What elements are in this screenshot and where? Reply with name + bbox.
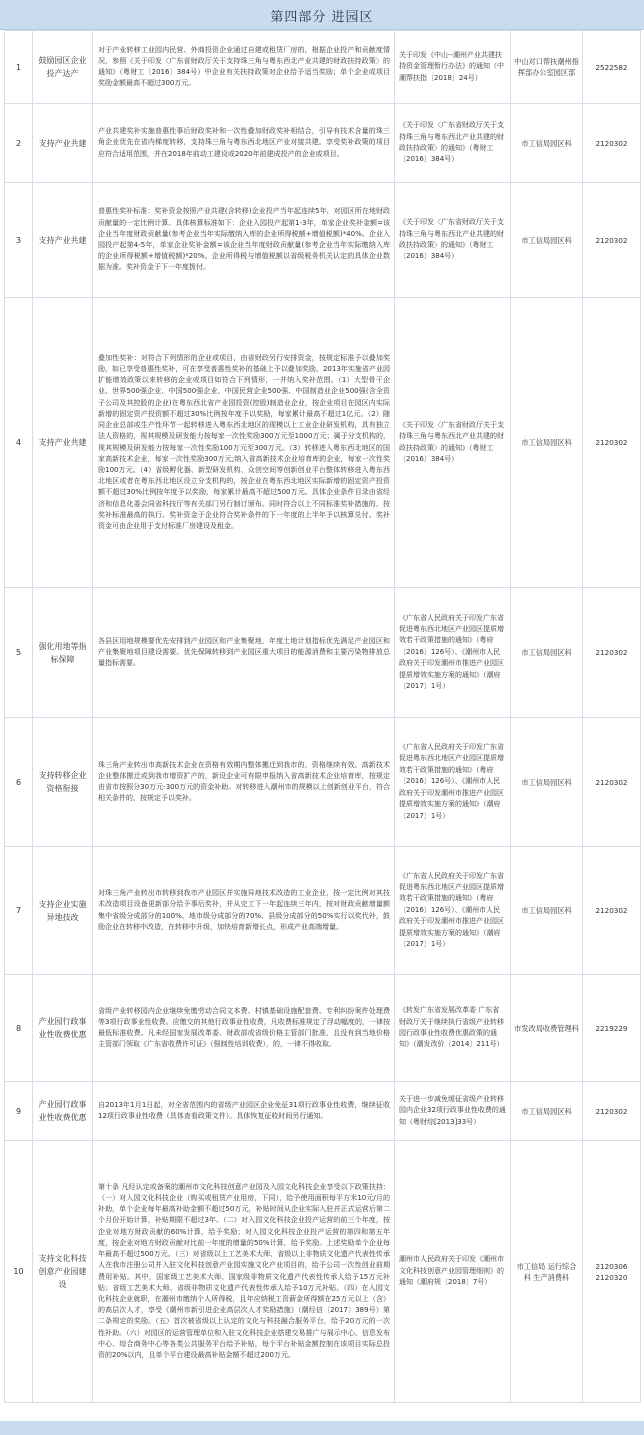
policy-content: 珠三角产业转出市高新技术企业在资格有效期内整体搬迁到我市的，资格继续有效。高新技术企业整体搬迁或到我市增资扩产的，新设企业可有限申报纳入省高新技术企业培育库，按规定由省市按照分30万元-300万元的资金补助。对转移进入潮州市的规模以上创新创业平台，符合相关条件的，按规定予以奖补。 <box>98 760 390 803</box>
policy-basis-cell <box>395 298 511 588</box>
policy-basis-cell <box>395 1082 511 1141</box>
policy-content-cell <box>93 298 395 588</box>
policy-basis-cell <box>395 183 511 298</box>
table-row <box>5 718 641 847</box>
responsible-department: 市工信局 运行综合科 生产消费科 <box>511 1141 583 1403</box>
policy-name: 强化用地等指标保障 <box>33 588 93 718</box>
table-row <box>5 31 641 104</box>
policy-basis: 关于印发《中山--潮州产业共建扶持资金管理暂行办法》的通知（中潮帮扶指〔2018〕24号） <box>399 50 504 82</box>
policy-basis-cell <box>395 975 511 1082</box>
contact-phone: 2120302 <box>583 104 641 183</box>
policy-name: 支持产业共建 <box>33 298 93 588</box>
policy-basis-cell <box>395 104 511 183</box>
contact-phone: 2120302 <box>583 718 641 847</box>
policy-basis-cell <box>395 588 511 718</box>
table-row <box>5 104 641 183</box>
policy-name: 支持产业共建 <box>33 183 93 298</box>
policy-name: 支持企业实施异地技改 <box>33 847 93 975</box>
policy-content: 省级产业转移园内企业继续免缴劳动合同文本费、村镇基础设施配套费、专利纠纷案件处理费等3项行政事业性收费。应缴交的其他行政事业性收费，凡收费标准规定了浮动幅度的，一律按最低标准收费。凡未经国家发展改革委、财政部或省级价格主管部门批准，且没有到当地价格主管部门领取《广东省收费许可证》（强制性培训收费），的，一律不得收取。 <box>98 1006 390 1049</box>
responsible-department: 中山对口帮扶潮州指挥部办公室园区部 <box>511 31 583 104</box>
policy-content-cell <box>93 1082 395 1141</box>
policy-basis: 《广东省人民政府关于印发广东省促进粤东西北地区产业园区提质增效若干政策措施的通知》（粤府〔2016〕126号）、《潮州市人民政府关于印发潮州市推进产业园区提质增效实施方案的通知》（潮府〔2017〕1号） <box>399 871 504 949</box>
policy-name: 支持文化科技创意产业园建设 <box>33 1141 93 1403</box>
contact-phone: 2120306 2120320 <box>583 1141 641 1403</box>
row-number: 5 <box>5 588 33 718</box>
policy-content-cell <box>93 588 395 718</box>
section-header <box>0 0 644 30</box>
responsible-department: 市工信局园区科 <box>511 588 583 718</box>
policy-basis: 关于进一步减免缓征省级产业转移园内企业32项行政事业性收费的通知（粤财综[2013]33号） <box>399 1094 506 1126</box>
row-number: 9 <box>5 1082 33 1141</box>
policy-basis: 《关于印发〈广东省财政厅关于支持珠三角与粤东西北产业共建的财政扶持政策〉的通知》（粤财工〔2016〕384号） <box>399 121 504 164</box>
policy-content-cell <box>93 31 395 104</box>
contact-phone: 2522582 <box>583 31 641 104</box>
policy-basis: 《关于印发〈广东省财政厅关于支持珠三角与粤东西北产业共建的财政扶持政策〉的通知》（粤财工〔2016〕384号） <box>399 218 504 261</box>
policy-content-cell <box>93 847 395 975</box>
footer-strip <box>0 1421 644 1435</box>
contact-phone: 2120302 <box>583 1082 641 1141</box>
responsible-department: 市工信局园区科 <box>511 847 583 975</box>
row-number: 10 <box>5 1141 33 1403</box>
row-number: 2 <box>5 104 33 183</box>
contact-phone: 2120302 <box>583 847 641 975</box>
policy-content-cell <box>93 1141 395 1403</box>
table-row <box>5 1141 641 1403</box>
policy-basis: 《广东省人民政府关于印发广东省促进粤东西北地区产业园区提质增效若干政策措施的通知》（粤府〔2016〕126号）、《潮州市人民政府关于印发潮州市推进产业园区提质增效实施方案的通知》（潮府〔2017〕1号） <box>399 743 504 820</box>
responsible-department: 市工信局园区科 <box>511 183 583 298</box>
policy-content-cell <box>93 183 395 298</box>
policy-content: 对于产业转移工业园内民营、外商投资企业通过自建或租赁厂房的，根据企业投产和贡献度情况，参照《关于印发〈广东省财政厅关于支持珠三角与粤东西北产业共建的财政扶持政策〉的通知》（粤财工〔2016〕384号）中企业有关扶持政策对企业给予适当奖励；单个企业或项目奖励金额最高不超过300万元。 <box>98 45 390 88</box>
policy-content: 对珠三角产业转出市转移到我市产业园区并实施异地技术改造的工业企业，按一定比例对其技术改造项目设备更新部分给予事后奖补，并从完工下一年起连续三年内，按对财政贡献增量额集中省级分成部分的100%、地市级分成部分的70%、县级分成部分的50%实行以奖代补，鼓励企业在转移中改造，在转移中升级，加快培育新增长点，形成产业高端增量。 <box>98 889 390 931</box>
policy-table <box>4 30 641 1403</box>
section-title: 第四部分 进园区 <box>270 10 374 25</box>
policy-basis: 《广东省人民政府关于印发广东省促进粤东西北地区产业园区提质增效若干政策措施的通知》（粤府〔2016〕126号）、《潮州市人民政府关于印发潮州市推进产业园区提质增效实施方案的通知》（潮府〔2017〕1号） <box>399 613 504 691</box>
table-row <box>5 298 641 588</box>
policy-content: 自2013年1月1日起，对全省范围内的省级产业园区企业免征31项行政事业性收费，继续征收12项行政事业性收费（具体查看政策文件）。具体恢复征收时间另行通知。 <box>98 1100 390 1120</box>
policy-name: 产业园行政事业性收费优惠 <box>33 975 93 1082</box>
responsible-department: 市工信局园区科 <box>511 104 583 183</box>
policy-basis: 《关于印发〈广东省财政厅关于支持珠三角与粤东西北产业共建的财政扶持政策〉的通知》（粤财工〔2016〕384号） <box>399 420 504 463</box>
policy-name: 支持产业共建 <box>33 104 93 183</box>
table-row <box>5 588 641 718</box>
policy-content-cell <box>93 975 395 1082</box>
policy-content-cell <box>93 718 395 847</box>
table-row <box>5 183 641 298</box>
table-row <box>5 975 641 1082</box>
policy-basis: 《转发广东省发展改革委 广东省财政厅关于继续执行省级产业转移园行政事业性收费优惠政策的通知》（潮发改价〔2014〕211号） <box>399 1006 504 1049</box>
contact-phone: 2120302 <box>583 183 641 298</box>
policy-basis-cell <box>395 718 511 847</box>
policy-content-cell <box>93 104 395 183</box>
policy-basis-cell <box>395 1141 511 1403</box>
row-number: 3 <box>5 183 33 298</box>
row-number: 8 <box>5 975 33 1082</box>
responsible-department: 市工信局园区科 <box>511 718 583 847</box>
policy-content: 产业共建奖补实施普惠性事后财政奖补和一次性叠加财政奖补相结合，引导有技术含量的珠三角企业优先在省内梯度转移，支持珠三角与粤东西北地区产业对接共建。享受奖补政策的项目应符合适用范围，并在2018年前动工建设或2020年前建成投产的企业或项目。 <box>98 127 390 158</box>
contact-phone: 2120302 <box>583 588 641 718</box>
policy-content: 普惠性奖补标准：奖补资金按照产业共建(含转移)企业投产当年起连续5年，对园区所在地财政贡献量的一定比例计算。具体核算标准如下：企业入园投产起第1-3年，单家企业奖补金额=该企业当年度财政贡献量(参考企业当年实际缴纳入库的企业所得税额+增值税额)*40%。企业入园投产起第4-5年，单家企业奖补金额=该企业当年度财政贡献量(参考企业当年实际缴纳入库的企业所得税额+增值税额)*20%。企业所得税与增值税额以省级税务机关认定的具体企业数据为准。奖补资金于下一年度拨付。 <box>98 207 390 272</box>
policy-content: 各县区用地规模要优先安排到产业园区和产业集聚地，年度土地计划指标优先满足产业园区和产业集聚地项目建设需要。优先保障转移到产业园区重大项目的能源消费和主要污染物排放总量指标需要。 <box>98 636 390 668</box>
policy-name: 产业园行政事业性收费优惠 <box>33 1082 93 1141</box>
responsible-department: 市工信局园区科 <box>511 298 583 588</box>
responsible-department: 市工信局园区科 <box>511 1082 583 1141</box>
policy-name: 支持转移企业资格衔接 <box>33 718 93 847</box>
policy-content: 第十条 凡经认定或备案的潮州市文化科技创意产业园及入园文化科技企业享受以下政策扶持：（一）对入园文化科技企业（购买或租赁产业用房，下同），给予使用面积每平方米10元/月的补助，单个企业每年最高补助金额不超过50万元，补贴时间从企业实际入驻并正式运营后第二个月份开始计算，补贴期限不超过3年。（二）对入园文化科技企业投产运营的前三个年度，按企业对地方财政贡献的60%计算，给予奖励；对入园文化科技企业投产运营的第四和第五年度，按企业对地方财政贡献对比前一年度的增量的50%计算，给予奖励。上述奖励单个企业每年最高不超过500万元。（三）对省级以上工艺美术大师、省级以上非物质文化遗产代表性传承人在我市注册公司并入驻文化科技创意产业园实施文化产业项目的，给予公司一次性创业前期费用补贴。其中，国家级工艺美术大师、国家级非物质文化遗产代表性传承人给予15万元补贴；省级工艺美术大师、省级非物质文化遗产代表性传承人给予10万元补贴。（四）在入园文化科技企业就职，在潮州市缴纳个人所得税，且年应纳税工资薪金所得额在25万元以上（含）的高层次人才，享受《潮州市新引进企业高层次人才奖励措施》（潮经信〔2017〕389号）第二条规定的奖励。（五）首次被省级以上认定的文化与科技融合服务平台，给予20万元的一次性补助。（六）对园区的运营管理单位和入驻文化科技企业搭建交易推广与展示中心、信息发布中心、综合商务中心等各类公共服务平台给予补贴，每个平台补贴金额控制在该项目实际总投资的20%以内，且单个平台建设最高补贴金额不超过200万元。 <box>98 1182 390 1359</box>
policy-basis-cell <box>395 847 511 975</box>
row-number: 6 <box>5 718 33 847</box>
row-number: 7 <box>5 847 33 975</box>
contact-phone: 2120302 <box>583 298 641 588</box>
policy-content: 叠加性奖补：对符合下列情形的企业或项目，由省财政另行安排资金，按规定标准予以叠加奖励，如已享受普惠性奖补，可在享受普惠性奖补的基础上予以叠加奖励。2013年实施省产业园扩能增效政策以来转移的企业或项目如符合下列情形，一并纳入奖补范围。（1）大型骨干企业、世界500强企业、中国500强企业、中国民营企业500强、中国制造业企业500强(含全资子公司及其控股的企业)在粤东西北省产业园投资(控股)制造业企业，按企业项目在园区内实际新增的固定资产投资额不超过30%比例按年度予以奖励，每家累计最高不超过1亿元。（2）随同企业总部或生产性环节一起转移进入粤东西北地区的现模以上工业企业研发机构，具有独立法人资格的，视其规模及研发能力按每家一次性奖励300万元至1000万元；属于分支机构的，视其规模及研发能力按每家一次性奖励100万元至300万元。（3）转移进入粤东西北地区的国家高新技术企业，每家一次性奖励300万元;纳入省高新技术企业培育库的企业，每家一次性奖励100万元。（4）省级孵化器、新型研发机构、众创空间等创新创业平台整体转移进入粤东西北地区或者在粤东西北地区设立分支机构的，按企业在粤东西北地区实际新增的固定资产投资额不超过30%比例按年度予以奖励，每家累计最高不超过500万元。具体企业条件目录由省经济和信息化委会同省科技厅等有关部门另行制订颁布。同时符合以上不同标准奖补措施的，按奖补标准最高的执行。奖补资金于企业符合奖补条件的下一年度的上半年予以核算兑付。奖补资金可由企业用于支付标准厂房建设及租金。 <box>98 353 390 530</box>
policy-name: 鼓励园区企业投产达产 <box>33 31 93 104</box>
table-row <box>5 1082 641 1141</box>
contact-phone: 2219229 <box>583 975 641 1082</box>
row-number: 4 <box>5 298 33 588</box>
responsible-department: 市发改局收费管理科 <box>511 975 583 1082</box>
policy-basis: 潮州市人民政府关于印发《潮州市文化科技创意产业园管理细则》的通知（潮府规〔2018〕7号） <box>399 1255 504 1287</box>
policy-basis-cell <box>395 31 511 104</box>
table-row <box>5 847 641 975</box>
row-number: 1 <box>5 31 33 104</box>
